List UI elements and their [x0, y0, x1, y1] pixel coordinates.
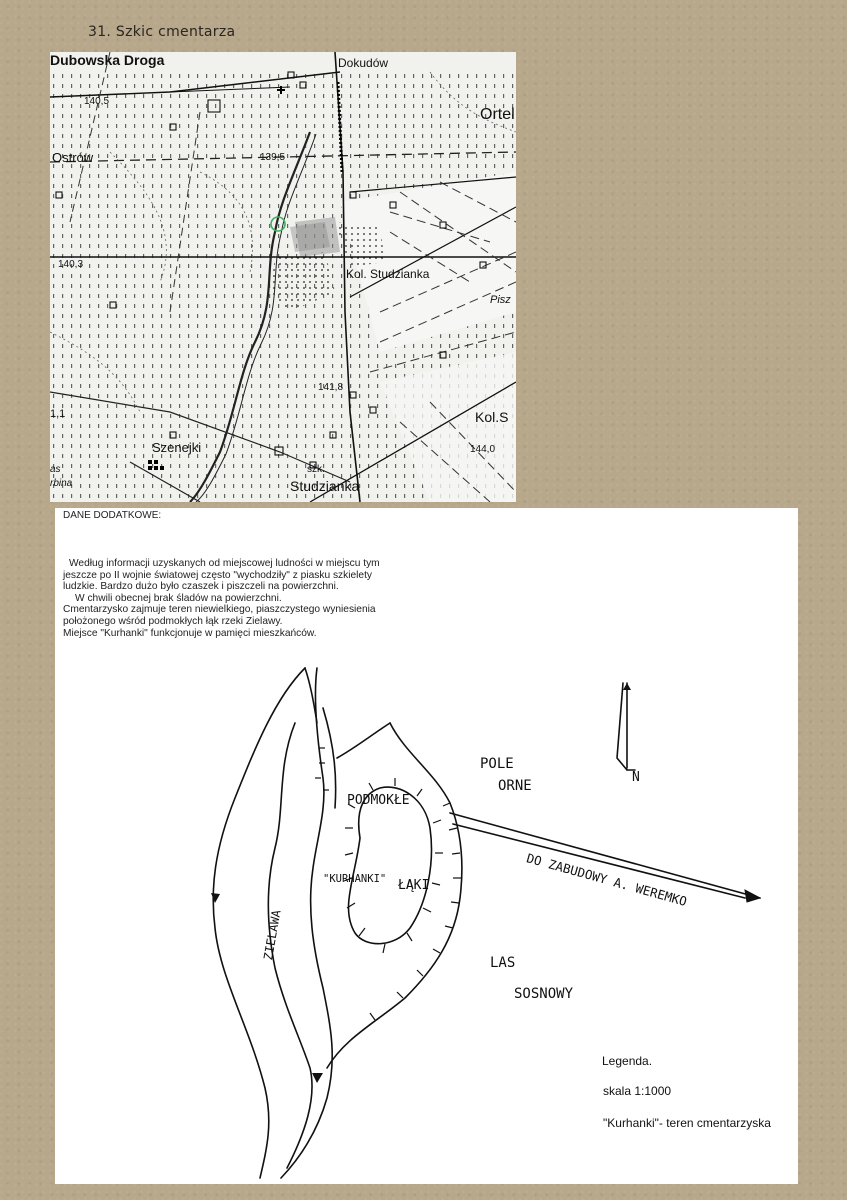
info-line: położonego wśród podmokłych łąk rzeki Zielawy.: [63, 615, 283, 627]
page-heading: 31. Szkic cmentarza: [88, 24, 236, 40]
map-label-height-1395: 139,5: [260, 152, 286, 163]
label-pole: POLE: [480, 756, 514, 772]
map-label-edge-11: 1,1: [50, 408, 66, 420]
map-label-dubowska: Dubowska Droga: [50, 52, 165, 68]
map-label-dokudow: Dokudów: [338, 56, 389, 70]
legend-title: Legenda.: [602, 1054, 653, 1068]
map-label-kol-s: Kol.S: [475, 409, 509, 425]
topographic-map: [50, 52, 516, 502]
road-lower-line: [453, 824, 745, 898]
info-line: W chwili obecnej brak śladów na powierzchni.: [75, 592, 282, 604]
label-road-weremko: DO ZABUDOWY A. WEREMKO: [524, 850, 689, 909]
map-label-szk: szk.: [307, 464, 325, 475]
map-label-edge-rbina: rbina: [50, 478, 73, 489]
map-label-szenejki: Szenejki: [152, 440, 202, 455]
map-label-studzianka: Studzianka: [290, 478, 360, 494]
info-line: Miejsce "Kurhanki" funkcjonuje w pamięci mieszkańców.: [63, 627, 317, 639]
map-label-edge-as: as: [50, 464, 61, 475]
map-label-height-1403: 140,3: [58, 259, 84, 270]
info-line: Według informacji uzyskanych od miejscowej ludności w miejscu tym: [69, 558, 380, 569]
meadow-boundary: [327, 723, 462, 1068]
map-label-height-1440: 144,0: [470, 444, 496, 455]
topographic-map-drawing: [50, 52, 516, 502]
label-zielawa: ZIELAWA: [261, 908, 284, 962]
map-label-height-1405: 140,5: [84, 96, 110, 107]
label-kurhanki: "KURHANKI": [323, 873, 387, 885]
label-laki: ŁĄKI: [398, 878, 430, 893]
label-north: N: [632, 770, 640, 785]
label-podmokle: PODMOKŁE: [347, 793, 410, 808]
info-line: ludzkie. Bardzo dużo było czaszek i piszczeli na powierzchni.: [63, 581, 339, 593]
map-label-ostrow: Ostrów: [52, 150, 94, 165]
outer-left-bank: [213, 668, 305, 1178]
map-label-kol-studzianka: Kol. Studzianka: [346, 267, 430, 281]
kurhanki-mound: [349, 787, 432, 944]
info-line: jeszcze po II wojnie światowej często "wychodziły" z piasku szkielety: [63, 569, 373, 581]
map-label-ortel: Ortel: [480, 106, 515, 123]
additional-data-title: DANE DODATKOWE:: [63, 510, 162, 521]
label-sosnowy: SOSNOWY: [514, 986, 574, 1002]
label-orne: ORNE: [498, 778, 532, 794]
map-label-pisz: Pisz: [490, 294, 511, 306]
info-line: Cmentarzysko zajmuje teren niewielkiego, piaszczystego wyniesienia: [63, 604, 376, 616]
map-label-height-1418: 141,8: [318, 382, 344, 393]
label-las: LAS: [490, 955, 516, 971]
legend-scale: skala 1:1000: [603, 1084, 672, 1098]
legend-entry: "Kurhanki"- teren cmentarzyska: [603, 1116, 771, 1130]
site-sketch: [55, 508, 798, 1184]
sketch-sheet: [55, 508, 798, 1184]
